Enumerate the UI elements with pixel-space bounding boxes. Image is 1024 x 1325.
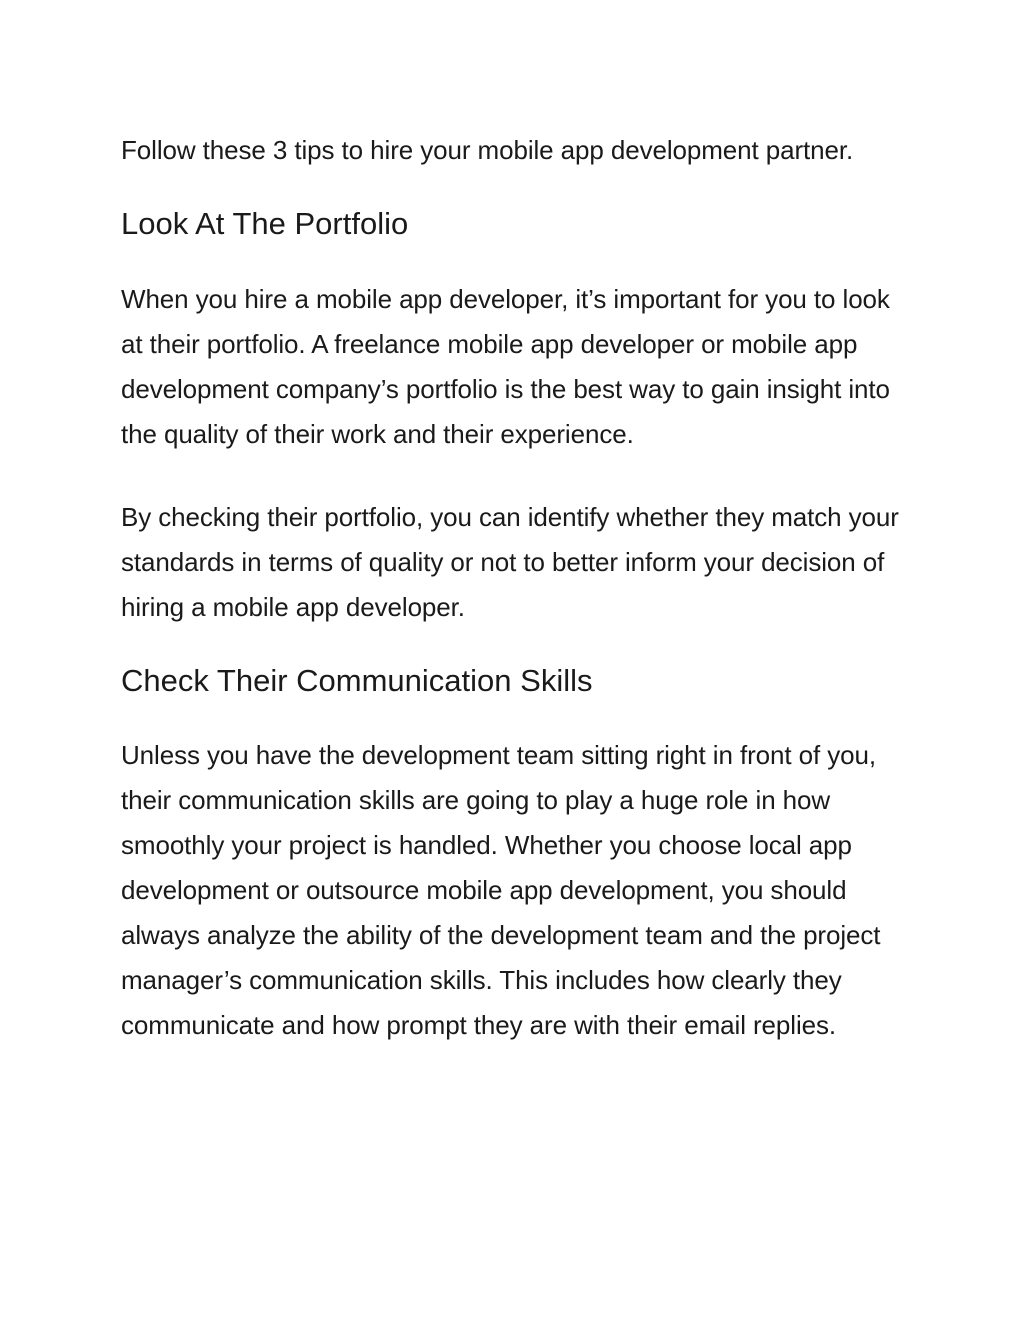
communication-paragraph: Unless you have the development team sitting right in front of you, their communication skills are going to play a huge role in how smoothly your project is handled. Whether you choose local app development or outsource mobile app development, you should always analyze the ability of the development team and the project manager’s communication skills. This includes how clearly they communicate and how prompt they are with their email replies. bbox=[121, 740, 881, 1040]
portfolio-paragraph-2: By checking their portfolio, you can identify whether they match your standards in terms of quality or not to better inform your decision of hiring a mobile app developer. bbox=[121, 502, 899, 622]
portfolio-paragraph-1: When you hire a mobile app developer, it’s important for you to look at their portfolio. A freelance mobile app developer or mobile app development company’s portfolio is the best way to gain insight into the quality of their work and their experience. bbox=[121, 284, 890, 449]
section-heading-portfolio: Look At The Portfolio bbox=[121, 206, 409, 241]
section-heading-communication: Check Their Communication Skills bbox=[121, 663, 593, 698]
intro-paragraph: Follow these 3 tips to hire your mobile app development partner. bbox=[121, 135, 854, 165]
document-page bbox=[121, 128, 911, 1048]
